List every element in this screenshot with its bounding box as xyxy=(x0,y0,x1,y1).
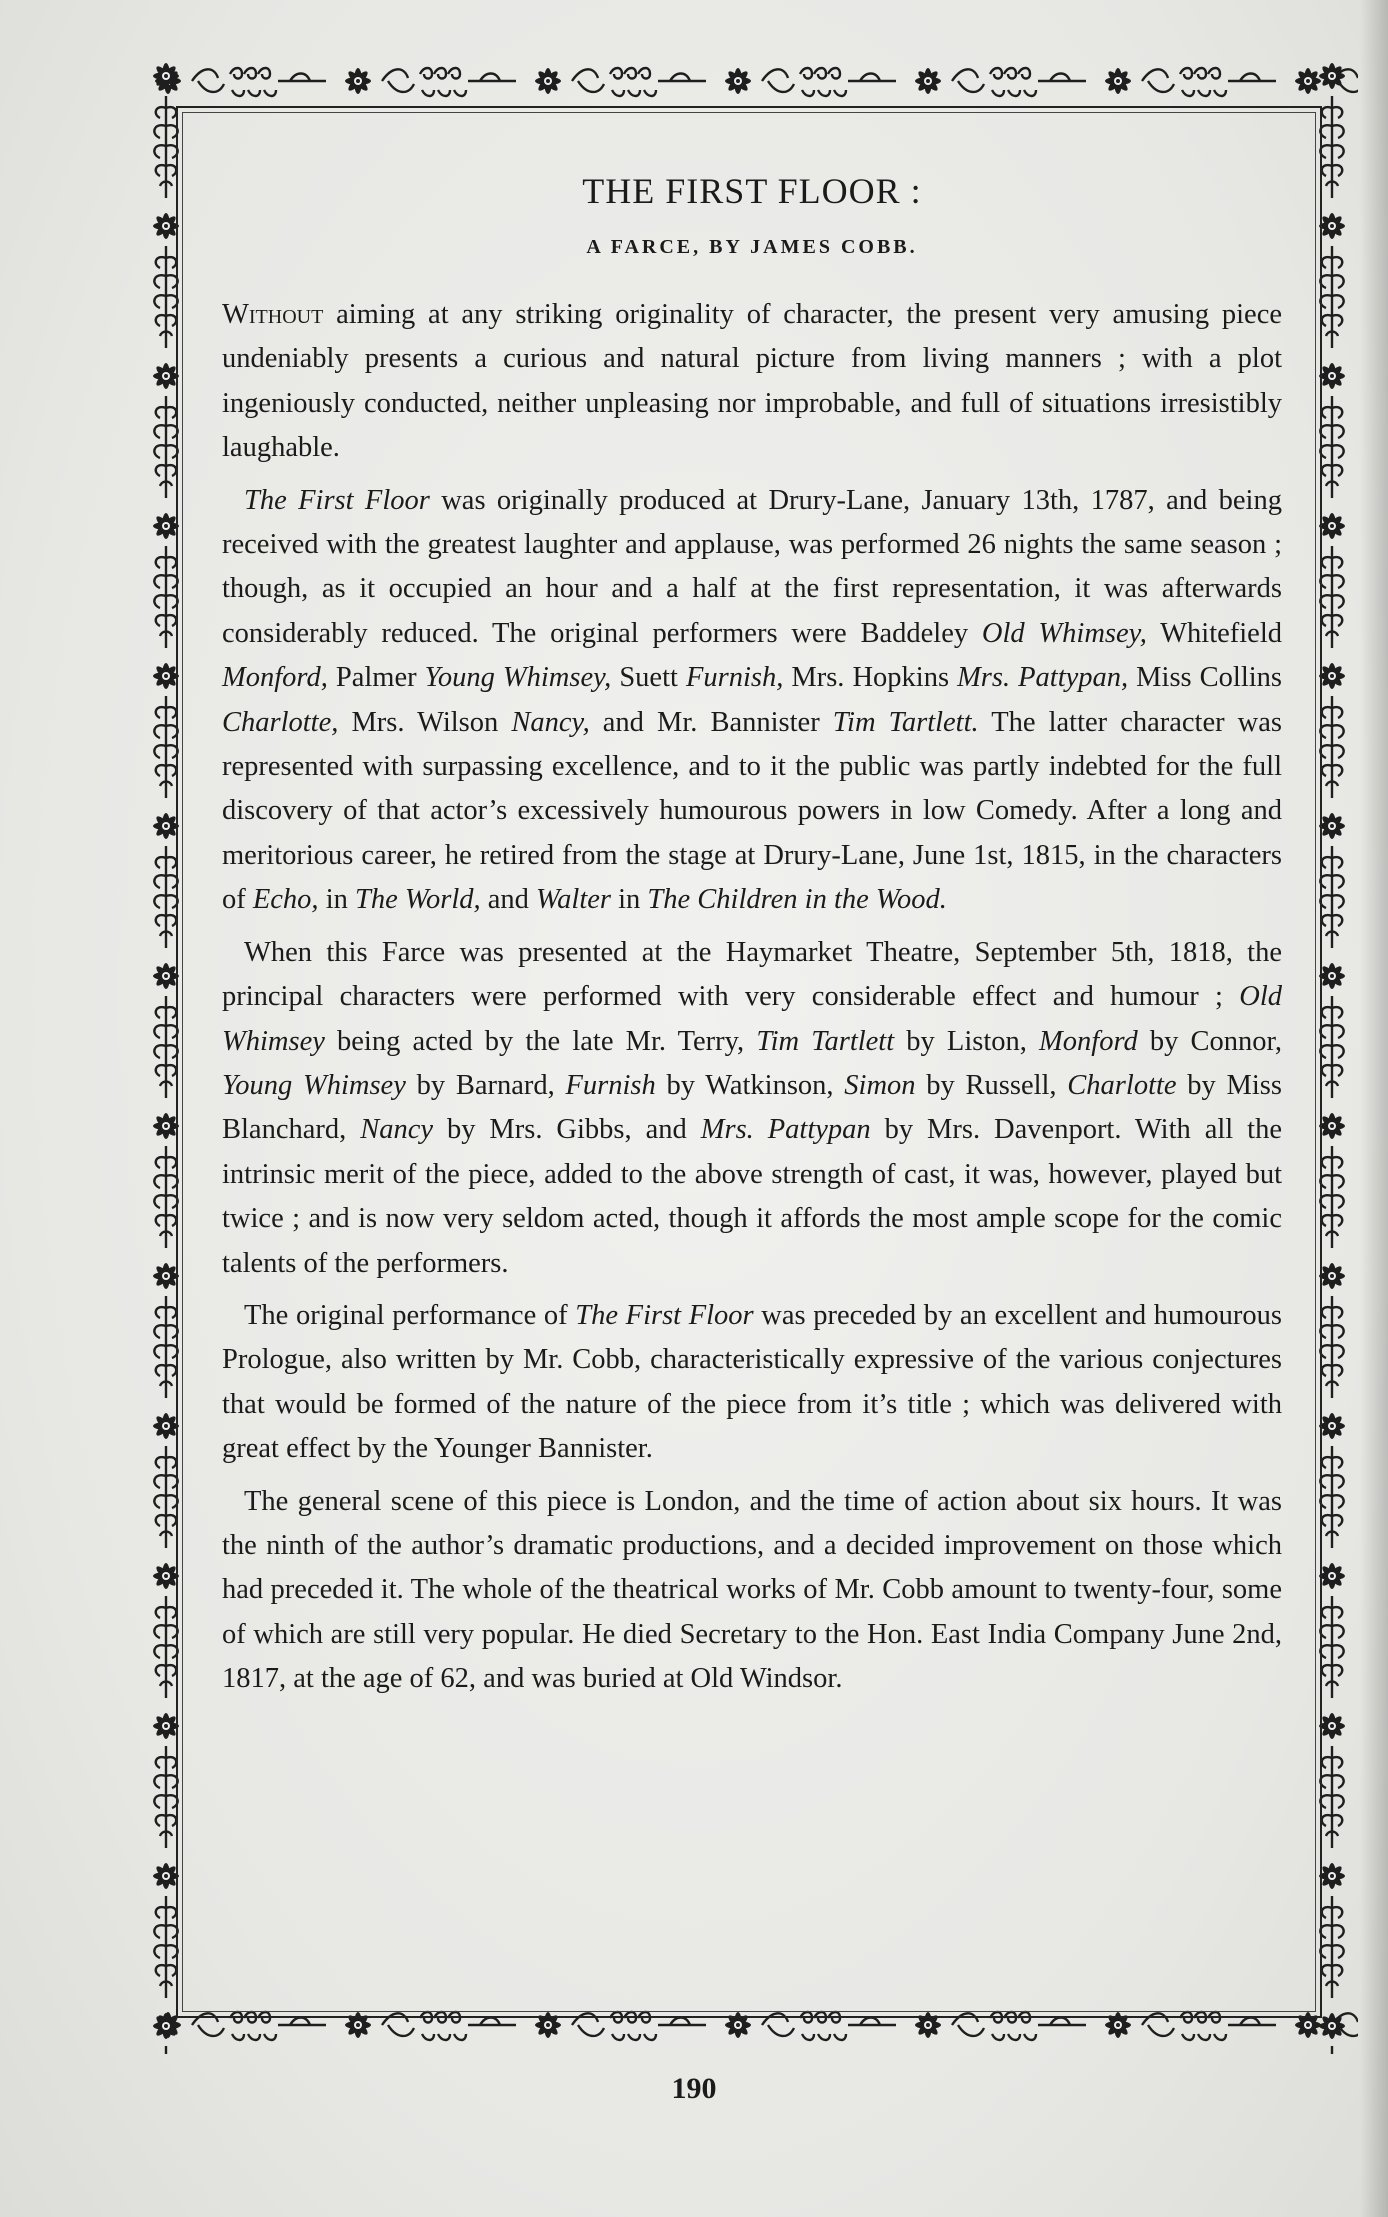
italic-run: Monford xyxy=(1039,1025,1138,1057)
italic-run: The First Floor xyxy=(575,1299,754,1331)
italic-run: Mrs. Pattypan, xyxy=(957,662,1129,694)
body-paragraph xyxy=(222,1480,1282,1702)
italic-run: Tim Tartlett xyxy=(756,1025,895,1057)
text-run: by Mrs. Gibbs, and xyxy=(433,1114,701,1146)
text-run: aiming at any striking originality of character, the present very amusing piece undeniably presents a curious and natural picture from living manners ; with a plot ingeniously conducted, neither unpleasing nor improbable, and full of situations irresistibly laughable. xyxy=(222,299,1282,464)
italic-run: The Children in the Wood. xyxy=(647,884,947,916)
text-run: by Mrs. Davenport. With all the intrinsic merit of the piece, added to the above strength of cast, it was, however, played but twice ; and is now very seldom acted, though it affords the most ample scope for the comic talents of the performers. xyxy=(222,1114,1282,1279)
text-run: by Watkinson, xyxy=(655,1069,845,1101)
body-paragraph xyxy=(222,479,1282,923)
italic-run: Old Whimsey xyxy=(222,981,1282,1057)
italic-run: Walter xyxy=(536,884,611,916)
page-title: THE FIRST FLOOR : xyxy=(582,171,922,211)
text-run: was preceded by an excellent and humourous Prologue, also written by Mr. Cobb, characteristically expressive of the various conjectures that would be formed of the nature of the piece from it’s title ; which was delivered with great effect by the Younger Bannister. xyxy=(222,1299,1282,1465)
text-run: and Mr. Bannister xyxy=(589,706,833,738)
text-run: in xyxy=(610,884,648,916)
text-run: by Connor, xyxy=(1137,1025,1282,1057)
text-run: by Russell, xyxy=(915,1069,1068,1101)
italic-run: Nancy xyxy=(360,1114,434,1146)
body-paragraph xyxy=(222,931,1282,1286)
text-run: Mrs. Wilson xyxy=(338,706,512,738)
italic-run: Furnish, xyxy=(685,662,784,694)
page-subtitle: A FARCE, BY JAMES COBB. xyxy=(586,236,918,258)
text-run: When this Farce was presented at the Haymarket Theatre, September 5th, 1818, the principal characters were performed with very considerable effect and humour ; xyxy=(222,936,1282,1013)
page-edge-shadow xyxy=(1360,0,1388,2217)
text-run: by Barnard, xyxy=(405,1069,566,1101)
italic-run: Young Whimsey, xyxy=(424,662,612,694)
text-run: The original performance of xyxy=(244,1299,576,1331)
body-paragraph xyxy=(222,1294,1282,1472)
text-run: The latter character was represented with surpassing excellence, and to it the public was partly indebted for the full discovery of that actor’s excessively humourous powers in low Comedy. After a long and meritorious career, he retired from the stage at Drury-Lane, June 1st, 1815, in the characters of xyxy=(222,706,1282,916)
italic-run: Nancy, xyxy=(511,706,590,738)
text-run: being acted by the late Mr. Terry, xyxy=(324,1025,757,1057)
ornamental-border-top xyxy=(140,52,1358,110)
text-run: The general scene of this piece is London, and the time of action about six hours. It was the ninth of the author’s dramatic productions, and a decided improvement on those which had preceded it. The whole of the theatrical works of Mr. Cobb amount to twenty-four, some of which are still very popular. He died Secretary to the Hon. East India Company June 2nd, 1817, at the age of 62, and was buried at Old Windsor. xyxy=(222,1485,1282,1695)
text-run: Palmer xyxy=(327,662,425,694)
page-content xyxy=(222,170,1282,1710)
text-run: Mrs. Hopkins xyxy=(783,662,958,694)
italic-run: Young Whimsey xyxy=(222,1069,406,1101)
text-run: by Liston, xyxy=(894,1025,1040,1057)
italic-run: Tim Tartlett. xyxy=(832,706,979,738)
italic-run: Mrs. Pattypan xyxy=(700,1114,871,1146)
body-text xyxy=(222,293,1282,1702)
italic-run: Charlotte, xyxy=(222,706,339,738)
italic-run: Monford, xyxy=(222,662,328,694)
italic-run: Furnish xyxy=(565,1069,656,1101)
text-run: Whitefield xyxy=(1146,617,1282,649)
text-run: Suett xyxy=(611,662,686,694)
italic-run: Charlotte xyxy=(1067,1069,1177,1101)
page-number: 190 xyxy=(671,2072,717,2105)
text-run: in xyxy=(318,884,355,916)
italic-run: Simon xyxy=(844,1069,916,1101)
body-paragraph xyxy=(222,293,1282,471)
italic-run: The World, xyxy=(354,884,481,916)
text-run: Miss Collins xyxy=(1128,662,1283,694)
italic-run: Echo, xyxy=(252,884,319,916)
text-run: was originally produced at Drury-Lane, January 13th, 1787, and being received with the greatest laughter and applause, was performed 26 nights the same season ; though, as it occupied an hour and a half at the first representation, it was afterwards considerably reduced. The original performers were Baddeley xyxy=(222,484,1282,649)
text-run: by Miss Blanchard, xyxy=(222,1069,1282,1146)
italic-run: The First Floor xyxy=(244,484,430,516)
italic-run: Old Whimsey, xyxy=(981,617,1147,649)
small-caps-run: Without xyxy=(222,299,324,330)
text-run: and xyxy=(480,884,537,916)
